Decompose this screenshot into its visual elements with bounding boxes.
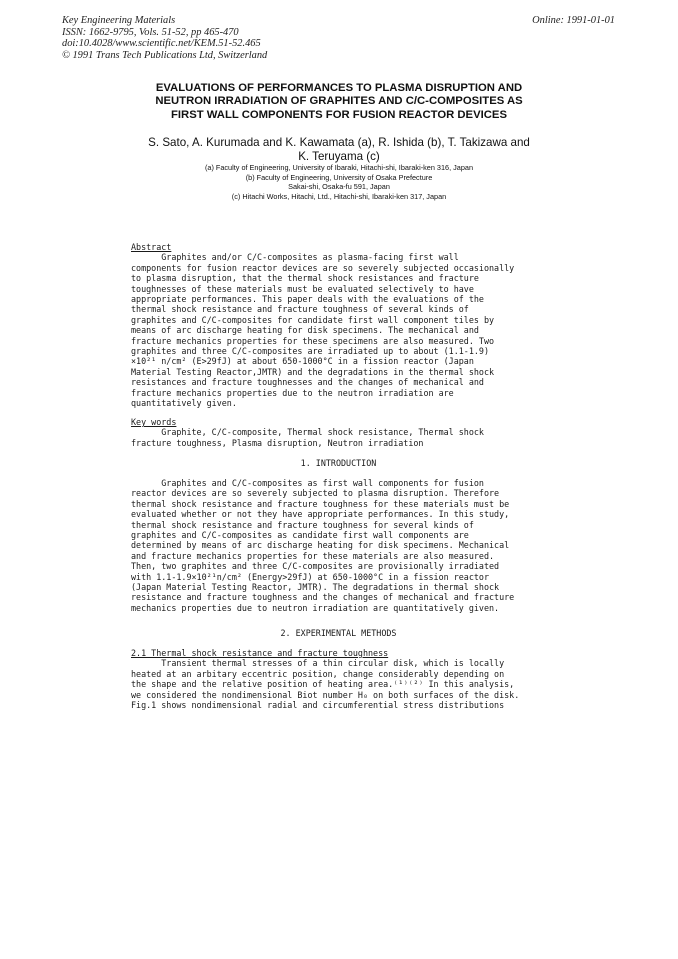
abstract-line: appropriate performances. This paper deals with the evaluations of the xyxy=(131,294,484,305)
introduction-line: (Japan Material Testing Reactor, JMTR). The degradations in thermal shock xyxy=(131,582,500,593)
affiliation-line: Sakai-shi, Osaka-fu 591, Japan xyxy=(288,182,390,192)
keywords-section xyxy=(131,417,546,448)
title-line: NEUTRON IRRADIATION OF GRAPHITES AND C/C-COMPOSITES AS xyxy=(155,95,523,108)
introduction-line: graphites and C/C-composites as candidate first wall components are xyxy=(131,530,469,541)
introduction-heading: 1. INTRODUCTION xyxy=(300,458,377,468)
copyright-line: © 1991 Trans Tech Publications Ltd, Switzerland xyxy=(62,49,268,61)
abstract-line: graphites and C/C-composites for candidate first wall component tiles by xyxy=(131,314,495,325)
abstract-line: means of arc discharge heating for disk specimens. The mechanical and xyxy=(131,325,479,336)
affiliation-line: (a) Faculty of Engineering, University of Ibaraki, Hitachi-shi, Ibaraki-ken 316, Japan xyxy=(204,163,474,172)
introduction-line: mechanics properties due to neutron irradiation are quantitatively given. xyxy=(131,602,500,613)
abstract-line: components for fusion reactor devices are so severely subjected occasionally xyxy=(131,262,515,273)
introduction-line: and fracture mechanics properties for these materials are also measured. xyxy=(131,550,495,561)
methods-subheading: 2.1 Thermal shock resistance and fracture toughness xyxy=(131,648,389,658)
abstract-line: Graphites and/or C/C-composites as plasma-facing first wall xyxy=(131,252,459,263)
introduction-line: reactor devices are so severely subjected to plasma disruption. Therefore xyxy=(131,488,500,499)
journal-name: Key Engineering Materials xyxy=(62,15,176,26)
abstract-line: quantitatively given. xyxy=(131,398,237,409)
methods-heading: 2. EXPERIMENTAL METHODS xyxy=(280,628,397,638)
online-date: Online: 1991-01-01 xyxy=(532,15,615,26)
keywords-line: Graphite, C/C-composite, Thermal shock resistance, Thermal shock xyxy=(131,427,484,438)
abstract-line: toughnesses of these materials must be evaluated selectively to have xyxy=(131,283,474,294)
abstract-section xyxy=(131,242,546,409)
affiliations xyxy=(108,163,570,201)
keywords-line: fracture toughness, Plasma disruption, Neutron irradiation xyxy=(131,437,424,448)
author-list xyxy=(108,136,570,163)
methods-line: we considered the nondimensional Biot number H₀ on both surfaces of the disk. xyxy=(131,689,520,700)
author-line: K. Teruyama (c) xyxy=(298,149,380,163)
abstract-heading: Abstract xyxy=(131,242,172,252)
abstract-line: fracture mechanics properties for these specimens are also measured. Two xyxy=(131,335,495,346)
methods-line: heated at an arbitary eccentric position, change considerably depending on xyxy=(131,668,505,679)
issn-line: ISSN: 1662-9795, Vols. 51-52, pp 465-470 xyxy=(62,26,239,38)
keywords-heading: Key words xyxy=(131,417,177,427)
abstract-line: thermal shock resistance and fracture toughness of several kinds of xyxy=(131,304,469,315)
doi-line: doi:10.4028/www.scientific.net/KEM.51-52.465 xyxy=(62,38,261,50)
abstract-line: Material Testing Reactor,JMTR) and the degradations in the thermal shock xyxy=(131,366,495,377)
affiliation-line: (b) Faculty of Engineering, University of Osaka Prefecture xyxy=(245,172,433,182)
introduction-line: resistance and fracture toughness and the changes of mechanical and fracture xyxy=(131,592,515,603)
abstract-line: resistances and fracture toughnesses and the changes of mechanical and xyxy=(131,377,484,388)
introduction-line: Graphites and C/C-composites as first wall components for fusion xyxy=(131,478,484,488)
methods-body xyxy=(131,648,546,710)
title-line: EVALUATIONS OF PERFORMANCES TO PLASMA DISRUPTION AND xyxy=(155,82,523,94)
title-line: FIRST WALL COMPONENTS FOR FUSION REACTOR DEVICES xyxy=(171,108,507,121)
introduction-line: determined by means of arc discharge heating for disk specimens. Mechanical xyxy=(131,540,510,551)
abstract-line: ×10²¹ n/cm² (E>29fJ) at about 650-1000°C in a fission reactor (Japan xyxy=(131,356,474,367)
affiliation-line: (c) Hitachi Works, Hitachi, Ltd., Hitachi-shi, Ibaraki-ken 317, Japan xyxy=(231,191,447,201)
abstract-line: to plasma disruption, that the thermal shock resistances and fracture xyxy=(131,273,479,284)
paper-title xyxy=(108,82,570,122)
introduction-line: evaluated whether or not they have appropriate performances. In this study, xyxy=(131,509,510,520)
introduction-body xyxy=(131,478,546,613)
methods-line: Transient thermal stresses of a thin circular disk, which is locally xyxy=(131,658,505,669)
introduction-line: thermal shock resistance and fracture toughness for several kinds of xyxy=(131,519,474,530)
abstract-line: graphites and three C/C-composites are irradiated up to about (1.1-1.9) xyxy=(131,346,489,357)
introduction-line: thermal shock resistance and fracture toughness for these materials must be xyxy=(131,498,510,509)
author-line: S. Sato, A. Kurumada and K. Kawamata (a), R. Ishida (b), T. Takizawa and xyxy=(148,136,530,149)
publication-info xyxy=(62,15,442,61)
methods-line: the shape and the relative position of heating area.⁽¹⁾⁽²⁾ In this analysis, xyxy=(131,679,515,690)
abstract-line: fracture mechanics properties due to the neutron irradiation are xyxy=(131,387,454,398)
introduction-line: Then, two graphites and three C/C-composites are provisionally irradiated xyxy=(131,561,500,572)
introduction-line: with 1.1-1.9×10²¹n/cm² (Energy>29fJ) at 650-1000°C in a fission reactor xyxy=(131,571,489,582)
methods-line: Fig.1 shows nondimensional radial and circumferential stress distributions xyxy=(131,700,505,711)
